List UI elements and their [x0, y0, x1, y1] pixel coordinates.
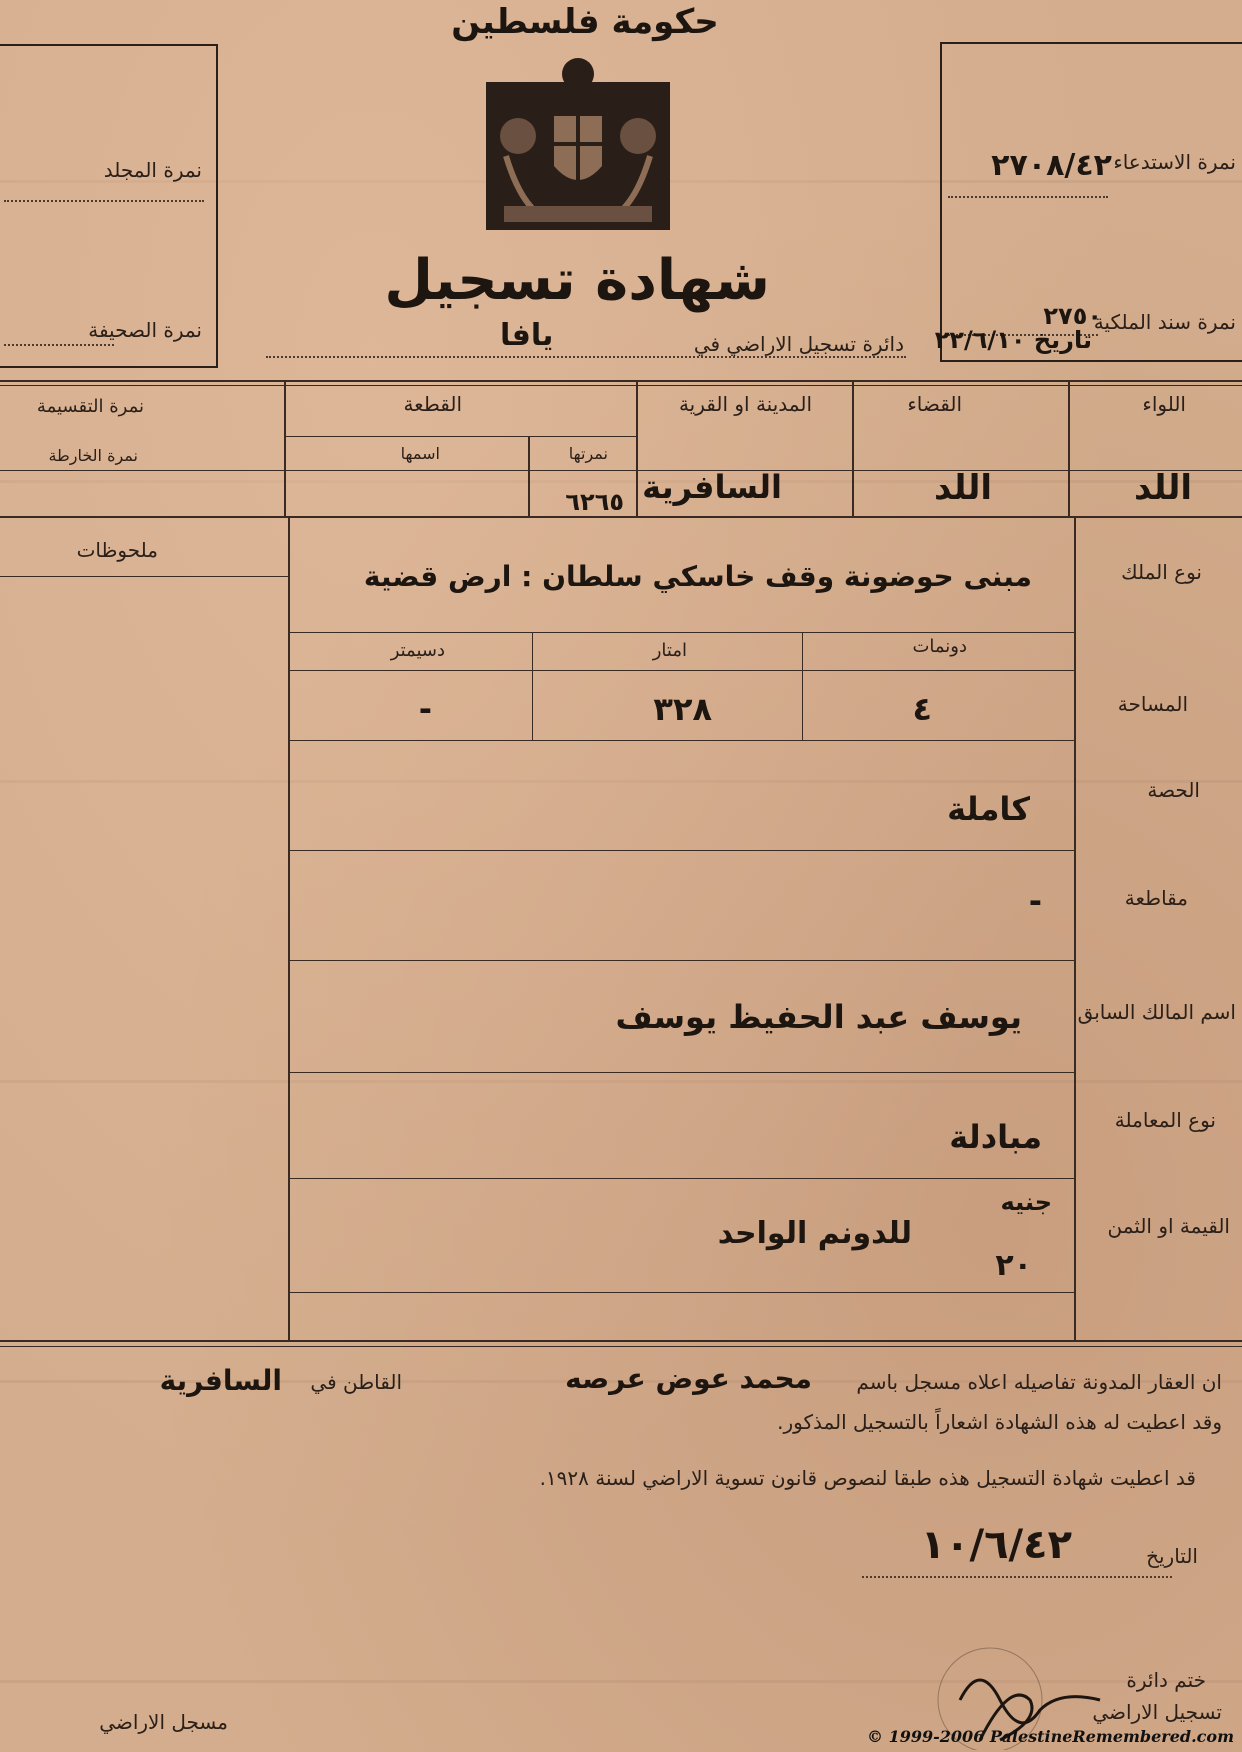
town-value: السافرية	[642, 468, 782, 506]
share-value: كاملة	[947, 790, 1030, 828]
area-col-divider-2	[532, 632, 533, 740]
owner-name: محمد عوض عرصه	[565, 1362, 812, 1395]
table-col-divider-1	[1068, 382, 1070, 516]
area-meters-value: ٣٢٨	[653, 690, 712, 728]
area-decimeters-value: -	[418, 690, 432, 728]
table-header-line	[284, 436, 638, 437]
deed-number-value: ٢٧٥٠	[1043, 302, 1102, 330]
statement-line2: وقد اعطيت له هذه الشهادة اشعاراً بالتسجيل المذكور.	[777, 1410, 1222, 1434]
district-value-cell: -	[1028, 882, 1042, 920]
application-number-value: ٢٧٠٨/٤٢	[991, 148, 1112, 183]
department-value: يافا	[500, 318, 554, 353]
parcel-number-value: ٦٢٦٥	[565, 488, 624, 516]
date-dotted-line	[862, 1576, 1172, 1578]
stamp-label-2: تسجيل الاراضي	[1092, 1700, 1222, 1724]
property-type-value: مبنى حوضونة وقف خاسكي سلطان : ارض قضية	[363, 560, 1032, 593]
details-bottom-line	[0, 1340, 1242, 1342]
area-bottom-line	[290, 740, 1074, 741]
parcel-name-header: اسمها	[400, 444, 440, 463]
table-subheader-line	[0, 470, 1242, 471]
table-bottom-line	[0, 516, 1242, 518]
area-label: المساحة	[1117, 692, 1188, 716]
district-bottom-line	[290, 960, 1074, 961]
area-header-line	[290, 670, 1074, 671]
district-header: اللواء	[1142, 392, 1186, 416]
area-decimeters-header: دسيمتر	[390, 640, 445, 661]
table-col-divider-5	[284, 382, 286, 516]
table-col-divider-4	[528, 436, 530, 516]
details-bottom-line-2	[0, 1346, 1242, 1347]
date-label: التاريخ	[1146, 1544, 1198, 1568]
page-dotted-line	[4, 344, 114, 346]
town-header: المدينة او القرية	[678, 392, 812, 416]
volume-dotted-line	[4, 200, 204, 202]
area-meters-header: امتار	[652, 640, 687, 661]
area-col-divider-1	[802, 632, 803, 740]
department-dotted-line	[266, 356, 906, 358]
deed-number-label: نمرة سند الملكية	[1093, 310, 1236, 334]
value-per-dunam: للدونم الواحد	[717, 1216, 912, 1251]
page-number-label: نمرة الصحيفة	[88, 318, 202, 342]
value-amount: ٢٠	[995, 1248, 1032, 1283]
statement-line1-b: القاطن في	[310, 1370, 402, 1394]
value-currency: جنيه	[1000, 1188, 1052, 1216]
district-value: اللد	[1134, 468, 1192, 508]
coat-of-arms-emblem	[484, 56, 672, 232]
share-bottom-line	[290, 850, 1074, 851]
subdistrict-header: القضاء	[907, 392, 962, 416]
parcel-number-header: نمرتها	[568, 444, 608, 463]
parcel-header: القطعة	[403, 392, 462, 416]
share-label: الحصة	[1147, 778, 1200, 802]
statement-line1-a: ان العقار المدونة تفاصيله اعلاه مسجل باسم	[856, 1370, 1222, 1394]
table-top-line-2	[0, 385, 1242, 386]
application-number-label: نمرة الاستدعاء	[1113, 150, 1236, 174]
previous-owner-label: اسم المالك السابق	[1077, 1000, 1236, 1024]
subdistrict-value: اللد	[934, 468, 992, 508]
property-type-label: نوع الملك	[1121, 560, 1202, 584]
stamp-label: ختم دائرة	[1126, 1668, 1206, 1692]
table-col-divider-3	[636, 382, 638, 516]
copyright-text: © 1999-2006 PalestineRemembered.com	[867, 1727, 1234, 1746]
division-header: نمرة التقسيمة	[36, 396, 144, 417]
statement-line3: قد اعطيت شهادة التسجيل هذه طبقا لنصوص قانون تسوية الاراضي لسنة ١٩٢٨.	[539, 1466, 1196, 1490]
map-header: نمرة الخارطة	[48, 446, 138, 465]
deed-date-value: تاريخ ٢٢/٦/١٠	[934, 326, 1092, 354]
volume-label: نمرة المجلد	[103, 158, 202, 182]
value-label: القيمة او الثمن	[1107, 1214, 1230, 1238]
notes-header-underline	[0, 576, 288, 577]
transaction-label: نوع المعاملة	[1114, 1108, 1216, 1132]
value-bottom-line	[290, 1292, 1074, 1293]
table-col-divider-2	[852, 382, 854, 516]
area-top-line	[290, 632, 1074, 633]
application-dotted-line	[948, 196, 1108, 198]
residence-value: السافرية	[159, 1364, 282, 1397]
previous-owner-value: يوسف عبد الحفيظ يوسف	[615, 998, 1022, 1036]
department-label: دائرة تسجيل الاراضي في	[693, 332, 904, 356]
registrar-label: مسجل الاراضي	[99, 1710, 228, 1734]
district-label: مقاطعة	[1124, 886, 1188, 910]
date-value: ١٠/٦/٤٢	[920, 1522, 1072, 1568]
notes-column-divider	[288, 518, 290, 1340]
transaction-bottom-line	[290, 1178, 1074, 1179]
previous-owner-bottom-line	[290, 1072, 1074, 1073]
certificate-title: شهادة تسجيل	[384, 248, 770, 313]
notes-label: ملحوظات	[76, 538, 158, 562]
transaction-value: مبادلة	[949, 1118, 1042, 1156]
area-dunams-header: دونمات	[912, 636, 967, 657]
government-title: حكومة فلسطين	[451, 2, 719, 42]
table-top-line	[0, 380, 1242, 382]
area-dunams-value: ٤	[912, 690, 932, 728]
labels-column-divider	[1074, 518, 1076, 1340]
